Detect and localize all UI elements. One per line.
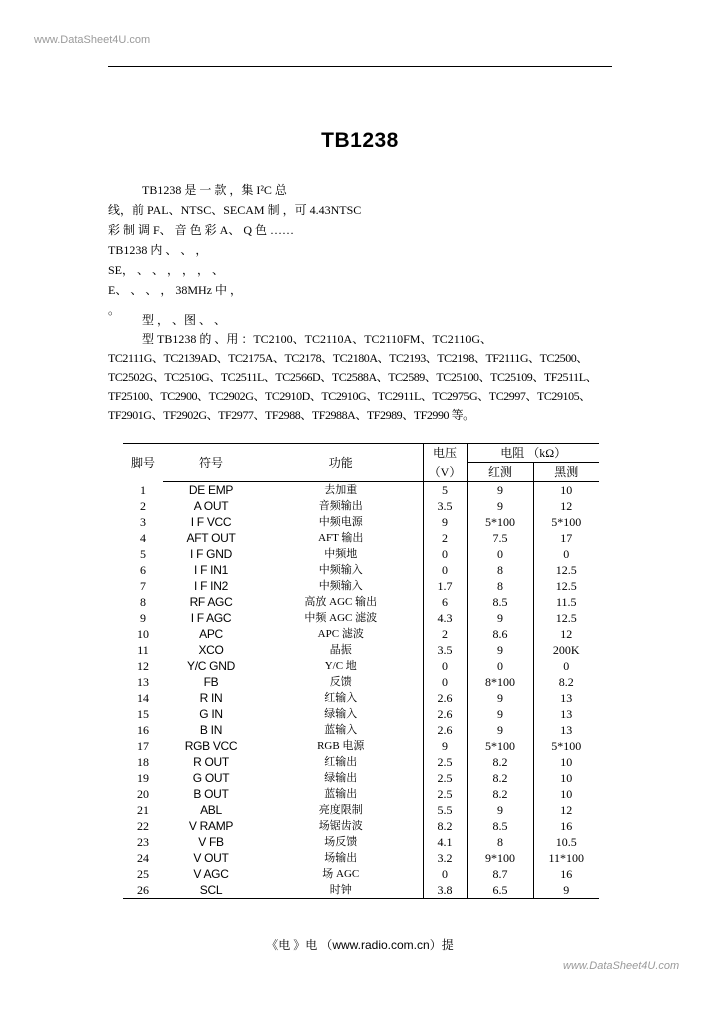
- table-row: [123, 514, 599, 530]
- pin-number-cell: 3: [140, 515, 146, 529]
- pin-resistance-black-cell: 9: [533, 882, 599, 899]
- pin-function-cell: 去加重: [324, 484, 358, 496]
- footer-prefix: 《电 》电 （: [266, 938, 333, 952]
- table-row: [123, 626, 599, 642]
- pin-function-cell: 亮度限制: [318, 804, 363, 816]
- pin-voltage-cell: 2.5: [423, 770, 467, 786]
- pin-resistance-red-cell: 0: [467, 658, 533, 674]
- header-symbol: 符号: [163, 444, 259, 482]
- pin-number-cell: 7: [140, 579, 146, 593]
- pin-symbol-cell: XCO: [198, 643, 224, 657]
- pin-resistance-black-cell: 10: [533, 754, 599, 770]
- pin-resistance-red-cell: 0: [467, 546, 533, 562]
- pin-symbol-cell: I F AGC: [190, 611, 232, 625]
- pin-symbol-cell: G IN: [199, 707, 223, 721]
- pin-resistance-black-cell: 8.2: [533, 674, 599, 690]
- intro-line: 。: [108, 303, 121, 317]
- table-row: [123, 834, 599, 850]
- pin-resistance-black-cell: 16: [533, 818, 599, 834]
- models-line: 型 ， 、图 、 、: [142, 313, 227, 327]
- pin-voltage-cell: 9: [423, 514, 467, 530]
- document-title: TB1238: [321, 129, 399, 152]
- pin-resistance-red-cell: 8.5: [467, 594, 533, 610]
- pin-voltage-cell: 3.2: [423, 850, 467, 866]
- pin-number-cell: 4: [140, 531, 146, 545]
- table-row: [123, 850, 599, 866]
- header-resistance: [467, 444, 599, 463]
- intro-line: 线，前 PAL、NTSC、SECAM 制 ，可 4.43NTSC: [108, 203, 362, 217]
- header-resistance-label: 电阻: [500, 446, 525, 460]
- header-r-red: 红测: [467, 463, 533, 482]
- pin-symbol-cell: G OUT: [192, 771, 230, 785]
- pin-function-cell: 场输出: [324, 852, 358, 864]
- pin-symbol-cell: I F IN2: [194, 579, 228, 593]
- pin-function-cell: 反馈: [329, 676, 352, 688]
- models-line: TC2502G、TC2510G、TC2511L、TC2566D、TC2588A、TC2589、TC25100、TC25109、TF2511L、: [108, 370, 598, 384]
- pin-resistance-red-cell: 9: [467, 802, 533, 818]
- pin-voltage-cell: 4.3: [423, 610, 467, 626]
- pin-symbol-cell: RF AGC: [189, 595, 233, 609]
- pin-resistance-red-cell: 8.2: [467, 754, 533, 770]
- pin-number-cell: 12: [137, 659, 149, 673]
- table-row: [123, 690, 599, 706]
- pin-number-cell: 21: [137, 803, 149, 817]
- intro-paragraph: [108, 180, 614, 320]
- pin-voltage-cell: 3.5: [423, 642, 467, 658]
- pin-symbol-cell: SCL: [163, 882, 259, 899]
- pin-resistance-red-cell: 9: [467, 642, 533, 658]
- pin-voltage-cell: 9: [423, 738, 467, 754]
- pin-number-cell: 2: [140, 499, 146, 513]
- pin-voltage-cell: 3.5: [423, 498, 467, 514]
- pin-function-cell: 场反馈: [324, 836, 358, 848]
- pin-number-cell: 24: [137, 851, 149, 865]
- pin-number-cell: 18: [137, 755, 149, 769]
- pin-voltage-cell: 5: [423, 482, 467, 499]
- pin-resistance-red-cell: 8.7: [467, 866, 533, 882]
- pin-resistance-red-cell: 5*100: [467, 514, 533, 530]
- pin-number-cell: 10: [137, 627, 149, 641]
- pin-resistance-red-cell: 9*100: [467, 850, 533, 866]
- table-row: [123, 882, 599, 899]
- models-line: TC2111G、TC2139AD、TC2175A、TC2178、TC2180A、TC2193、TC2198、TF2111G、TC2500、: [108, 351, 588, 365]
- pin-resistance-black-cell: 17: [533, 530, 599, 546]
- pin-symbol-cell: V AGC: [193, 867, 229, 881]
- pin-function-cell: 高放 AGC 输出: [304, 596, 378, 608]
- intro-line: E、 、 、 ， 38MHz 中 ，: [108, 283, 242, 297]
- pin-number-cell: 14: [137, 691, 149, 705]
- pin-resistance-black-cell: 12: [533, 802, 599, 818]
- pin-number-cell: 16: [137, 723, 149, 737]
- pin-number-cell: 17: [137, 739, 149, 753]
- pin-function-cell: 音频输出: [318, 500, 363, 512]
- pin-resistance-red-cell: 8: [467, 578, 533, 594]
- pin-number-cell: 20: [137, 787, 149, 801]
- watermark-bottom[interactable]: www.DataSheet4U.com: [563, 960, 680, 972]
- pin-function-cell: 中频地: [324, 548, 358, 560]
- table-row: [123, 722, 599, 738]
- pin-voltage-cell: 2.6: [423, 690, 467, 706]
- pin-symbol-cell: Y/C GND: [187, 659, 235, 673]
- applicable-models-paragraph: [108, 311, 614, 425]
- pin-number-cell: 15: [137, 707, 149, 721]
- pin-symbol-cell: V FB: [198, 835, 224, 849]
- pin-number-cell: 5: [140, 547, 146, 561]
- pin-resistance-red-cell: 8.6: [467, 626, 533, 642]
- table-row: [123, 610, 599, 626]
- header-voltage-unit: （V）: [423, 463, 467, 482]
- pin-symbol-cell: A OUT: [193, 499, 229, 513]
- pin-resistance-black-cell: 13: [533, 706, 599, 722]
- pin-symbol-cell: V OUT: [193, 851, 229, 865]
- pin-resistance-red-cell: 9: [467, 690, 533, 706]
- models-line: 型 TB1238 的 、用 ：TC2100、TC2110A、TC2110FM、TC2110G、: [142, 332, 493, 346]
- pin-voltage-cell: 0: [423, 674, 467, 690]
- table-row: [123, 770, 599, 786]
- pin-symbol-cell: V RAMP: [188, 819, 234, 833]
- pin-function-cell: 晶振: [329, 644, 352, 656]
- pin-number-cell: 23: [137, 835, 149, 849]
- pin-voltage-cell: 2.5: [423, 754, 467, 770]
- pin-function-cell: Y/C 地: [324, 660, 357, 672]
- pin-resistance-black-cell: 12: [533, 498, 599, 514]
- table-row: [123, 706, 599, 722]
- table-row: [123, 546, 599, 562]
- pin-number-cell: 8: [140, 595, 146, 609]
- pin-resistance-black-cell: 5*100: [533, 738, 599, 754]
- pin-resistance-black-cell: 13: [533, 690, 599, 706]
- footer-url[interactable]: www.radio.com.cn: [332, 938, 430, 952]
- pin-voltage-cell: 4.1: [423, 834, 467, 850]
- pin-table-body: [123, 482, 599, 899]
- pin-function-cell: 蓝输出: [324, 788, 358, 800]
- pin-resistance-black-cell: 0: [533, 546, 599, 562]
- header-resistance-unit: （kΩ）: [527, 446, 567, 460]
- pin-symbol-cell: DE EMP: [188, 483, 234, 497]
- pin-voltage-cell: 2: [423, 530, 467, 546]
- pin-function-cell: 绿输出: [324, 772, 358, 784]
- pin-resistance-red-cell: 9: [467, 610, 533, 626]
- header-pin: 脚号: [123, 444, 163, 482]
- pin-symbol-cell: B IN: [199, 723, 223, 737]
- pin-voltage-cell: 2.6: [423, 706, 467, 722]
- table-row: [123, 738, 599, 754]
- pin-voltage-cell: 2.6: [423, 722, 467, 738]
- pin-function-cell: 红输出: [324, 756, 358, 768]
- pin-number-cell: 22: [137, 819, 149, 833]
- pin-function-cell: 时钟: [259, 882, 423, 899]
- table-row: [123, 866, 599, 882]
- pin-voltage-cell: 8.2: [423, 818, 467, 834]
- pin-resistance-red-cell: 9: [467, 482, 533, 499]
- pin-function-cell: RGB 电源: [317, 740, 365, 752]
- table-row: [123, 498, 599, 514]
- pin-function-cell: 蓝输入: [324, 724, 358, 736]
- pin-resistance-red-cell: 8.2: [467, 770, 533, 786]
- pin-function-cell: AFT 输出: [318, 532, 364, 544]
- pin-resistance-black-cell: 12.5: [533, 562, 599, 578]
- pin-voltage-cell: 2.5: [423, 786, 467, 802]
- table-row: [123, 482, 599, 499]
- intro-line: SE， 、 、 ， ， ， 、: [108, 263, 225, 277]
- table-row: [123, 530, 599, 546]
- table-row: [123, 594, 599, 610]
- pin-function-cell: 场 AGC: [322, 868, 360, 880]
- pin-symbol-cell: AFT OUT: [186, 531, 236, 545]
- pin-number-cell: 26: [123, 882, 163, 899]
- pin-voltage-cell: 3.8: [423, 882, 467, 899]
- pin-symbol-cell: FB: [203, 675, 219, 689]
- pin-number-cell: 9: [140, 611, 146, 625]
- watermark-top[interactable]: www.DataSheet4U.com: [34, 34, 151, 46]
- header-r-black: 黑测: [533, 463, 599, 482]
- models-line: TF25100、TC2900、TC2902G、TC2910D、TC2910G、TC2911L、TC2975G、TC2997、TC29105、: [108, 389, 591, 403]
- pin-symbol-cell: APC: [199, 627, 223, 641]
- pin-symbol-cell: R IN: [199, 691, 223, 705]
- table-row: [123, 658, 599, 674]
- pin-function-cell: 场锯齿波: [318, 820, 363, 832]
- pin-number-cell: 13: [137, 675, 149, 689]
- models-line: TF2901G、TF2902G、TF2977、TF2988、TF2988A、TF2989、TF2990 等。: [108, 408, 475, 422]
- pin-symbol-cell: I F IN1: [194, 563, 228, 577]
- pin-resistance-black-cell: 10: [533, 482, 599, 499]
- pin-function-cell: 中频 AGC 滤波: [304, 612, 378, 624]
- header-rule: [108, 66, 612, 67]
- table-row: [123, 562, 599, 578]
- pin-resistance-red-cell: 8.5: [467, 818, 533, 834]
- pin-function-cell: 绿输入: [324, 708, 358, 720]
- pin-resistance-black-cell: 200K: [533, 642, 599, 658]
- pin-resistance-red-cell: 5*100: [467, 738, 533, 754]
- pin-resistance-red-cell: 7.5: [467, 530, 533, 546]
- header-voltage: 电压: [423, 444, 467, 463]
- pin-resistance-red-cell: 9: [467, 706, 533, 722]
- pin-voltage-cell: 0: [423, 546, 467, 562]
- table-row: [123, 642, 599, 658]
- pin-resistance-black-cell: 11*100: [533, 850, 599, 866]
- pin-number-cell: 19: [137, 771, 149, 785]
- pin-voltage-cell: 0: [423, 658, 467, 674]
- pin-resistance-red-cell: 8*100: [467, 674, 533, 690]
- table-row: [123, 818, 599, 834]
- pin-resistance-black-cell: 12.5: [533, 610, 599, 626]
- intro-line: TB1238 内 、 、 ，: [108, 243, 208, 257]
- pin-symbol-cell: I F GND: [190, 547, 232, 561]
- pin-symbol-cell: B OUT: [193, 787, 229, 801]
- pin-function-cell: 中频输入: [318, 564, 363, 576]
- pin-resistance-red-cell: 9: [467, 722, 533, 738]
- pin-voltage-cell: 0: [423, 562, 467, 578]
- pin-resistance-red-cell: 8.2: [467, 786, 533, 802]
- pin-number-cell: 1: [140, 482, 146, 497]
- pin-resistance-red-cell: 6.5: [467, 882, 533, 899]
- pin-voltage-cell: 0: [423, 866, 467, 882]
- footer-credit: [0, 936, 720, 953]
- pin-resistance-black-cell: 12: [533, 626, 599, 642]
- pin-resistance-red-cell: 8: [467, 562, 533, 578]
- pin-number-cell: 11: [137, 643, 149, 657]
- footer-suffix: ）提: [429, 938, 454, 952]
- pin-resistance-black-cell: 10: [533, 786, 599, 802]
- pin-resistance-black-cell: 11.5: [533, 594, 599, 610]
- pin-resistance-black-cell: 10: [533, 770, 599, 786]
- pin-symbol-cell: ABL: [200, 803, 222, 817]
- intro-line: TB1238 是 一 款 ，集 I²C 总: [142, 183, 287, 197]
- pin-number-cell: 25: [137, 867, 149, 881]
- pin-voltage-cell: 6: [423, 594, 467, 610]
- table-row: [123, 754, 599, 770]
- table-row: [123, 674, 599, 690]
- pin-resistance-red-cell: 9: [467, 498, 533, 514]
- pin-number-cell: 6: [140, 563, 146, 577]
- pin-resistance-black-cell: 0: [533, 658, 599, 674]
- pin-resistance-black-cell: 13: [533, 722, 599, 738]
- table-row: [123, 802, 599, 818]
- pin-symbol-cell: I F VCC: [190, 515, 232, 529]
- pin-symbol-cell: RGB VCC: [184, 739, 238, 753]
- pin-data-table: [123, 443, 599, 899]
- table-row: [123, 578, 599, 594]
- pin-resistance-black-cell: 16: [533, 866, 599, 882]
- table-row: [123, 786, 599, 802]
- pin-resistance-black-cell: 5*100: [533, 514, 599, 530]
- pin-function-cell: 红输入: [324, 692, 358, 704]
- pin-resistance-red-cell: 8: [467, 834, 533, 850]
- pin-resistance-black-cell: 12.5: [533, 578, 599, 594]
- pin-voltage-cell: 2: [423, 626, 467, 642]
- pin-resistance-black-cell: 10.5: [533, 834, 599, 850]
- pin-voltage-cell: 1.7: [423, 578, 467, 594]
- pin-function-cell: 中频输入: [318, 580, 363, 592]
- intro-line: 彩 制 调 F、 音 色 彩 A、 Q 色 ……: [108, 223, 295, 237]
- pin-voltage-cell: 5.5: [423, 802, 467, 818]
- pin-symbol-cell: R OUT: [193, 755, 229, 769]
- pin-function-cell: 中频电源: [318, 516, 363, 528]
- pin-function-cell: APC 滤波: [317, 628, 364, 640]
- header-function: 功能: [259, 444, 423, 482]
